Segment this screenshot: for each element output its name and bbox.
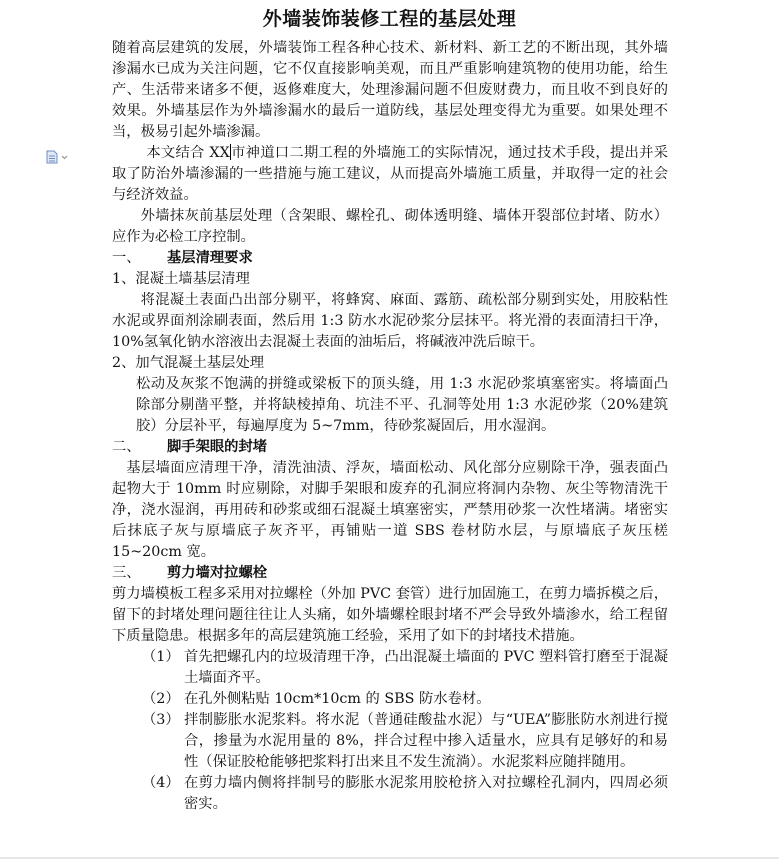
sub2-title: 2、加气混凝土基层处理 [112, 355, 265, 371]
document-outline-icon[interactable] [46, 150, 70, 164]
list-item [112, 773, 668, 815]
list-item [112, 689, 668, 710]
intro2-before: 本文结合 XX [146, 145, 230, 161]
list-item-text: 拌制膨胀水泥浆料。将水泥（普通硅酸盐水泥）与“UEA”膨胀防水剂进行搅合，掺量为水泥用量的 8%，拌合过程中掺入适量水，应具有足够好的和易性（保证胶枪能够把浆料打出来且不发生流淌）。水泥浆料应随拌随用。 [184, 712, 668, 770]
sub2-text: 松动及灰浆不饱满的拼缝或梁板下的顶头缝，用 1:3 水泥砂浆填塞密实。将墙面凸除部分剔凿平整，并将缺棱掉角、坑洼不平、孔洞等处用 1:3 水泥砂浆（20%建筑胶）分层补平，每遍厚度为 5~7mm，待砂浆凝固后，用水湿润。 [136, 376, 668, 434]
section3-number: 三、 [112, 565, 141, 581]
list-item-mark: （4） [142, 775, 180, 791]
section3-heading [112, 563, 668, 584]
section1-heading [112, 248, 668, 269]
section2-heading [112, 437, 668, 458]
document-body[interactable] [112, 38, 668, 815]
list-item-text: 首先把螺孔内的垃圾清理干净，凸出混凝土墙面的 PVC 塑料管打磨至于混凝土墙面齐平。 [184, 649, 668, 686]
list-item-mark: （3） [142, 712, 180, 728]
list-item-text: 在剪力墙内侧将拌制号的膨胀水泥浆用胶枪挤入对拉螺栓孔洞内，四周必须密实。 [184, 775, 668, 812]
intro-paragraph: 随着高层建筑的发展，外墙装饰工程各种心技术、新材料、新工艺的不断出现，其外墙渗漏水已成为关注问题，它不仅直接影响美观，而且严重影响建筑物的使用功能，给生产、生活带来诸多不便，返修难度大，处理渗漏问题不但废财费力，而且收不到良好的效果。外墙基层作为外墙渗漏水的最后一道防线，基层处理变得尤为重要。如果处理不当，极易引起外墙渗漏。 [112, 40, 668, 140]
section1-number: 一、 [112, 250, 141, 266]
section2-title: 脚手架眼的封堵 [167, 439, 268, 455]
section1-title: 基层清理要求 [167, 250, 253, 266]
intro-paragraph-2 [112, 143, 668, 206]
list-item-mark: （2） [142, 691, 180, 707]
section3-title: 剪力墙对拉螺栓 [167, 565, 268, 581]
list-item [112, 647, 668, 689]
list-item-mark: （1） [142, 649, 180, 665]
intro2-after: 市神道口二期工程的外墙施工的实际情况，通过技术手段，提出并采取了防治外墙渗漏的一些措施与施工建议，从而提高外墙施工质量，并取得一定的社会与经济效益。 [112, 145, 669, 203]
document-title: 外墙装饰装修工程的基层处理 [262, 8, 517, 30]
list-item-text: 在孔外侧粘贴 10cm*10cm 的 SBS 防水卷材。 [184, 691, 491, 707]
section3-text: 剪力墙模板工程多采用对拉螺栓（外加 PVC 套管）进行加固施工，在剪力墙拆模之后，留下的封堵处理问题往往让人头痛，如外墙螺栓眼封堵不严会导致外墙渗水，给工程留下质量隐患。根据多年的高层建筑施工经验，采用了如下的封堵技术措施。 [112, 586, 668, 644]
section2-number: 二、 [112, 439, 141, 455]
intro-paragraph-3: 外墙抹灰前基层处理（含架眼、螺栓孔、砌体透明缝、墙体开裂部位封堵、防水）应作为必检工序控制。 [112, 208, 668, 245]
sub1-title: 1、混凝土墙基层清理 [112, 271, 250, 287]
list-item [112, 710, 668, 773]
section2-text: 基层墙面应清理干净，清洗油渍、浮灰，墙面松动、风化部分应剔除干净，强表面凸起物大于 10mm 时应剔除，对脚手架眼和废弃的孔洞应将洞内杂物、灰尘等物清洗干净，浇水湿润，再用砖和砂浆或细石混凝土填塞密实，严禁用砂浆一次性堵满。堵密实后抹底子灰与原墙底子灰齐平，再铺贴一道 SBS 卷材防水层，与原墙底子灰压槎 15~20cm 宽。 [112, 460, 668, 560]
sub1-text: 将混凝土表面凸出部分剔平，将蜂窝、麻面、露筋、疏松部分剔到实处，用胶粘性水泥或界面剂涂刷表面，然后用 1:3 防水水泥砂浆分层抹平。将光滑的表面清扫干净，10%氢氧化钠水溶液出去混凝土表面的油垢后，将碱液冲洗后晾干。 [112, 292, 668, 350]
